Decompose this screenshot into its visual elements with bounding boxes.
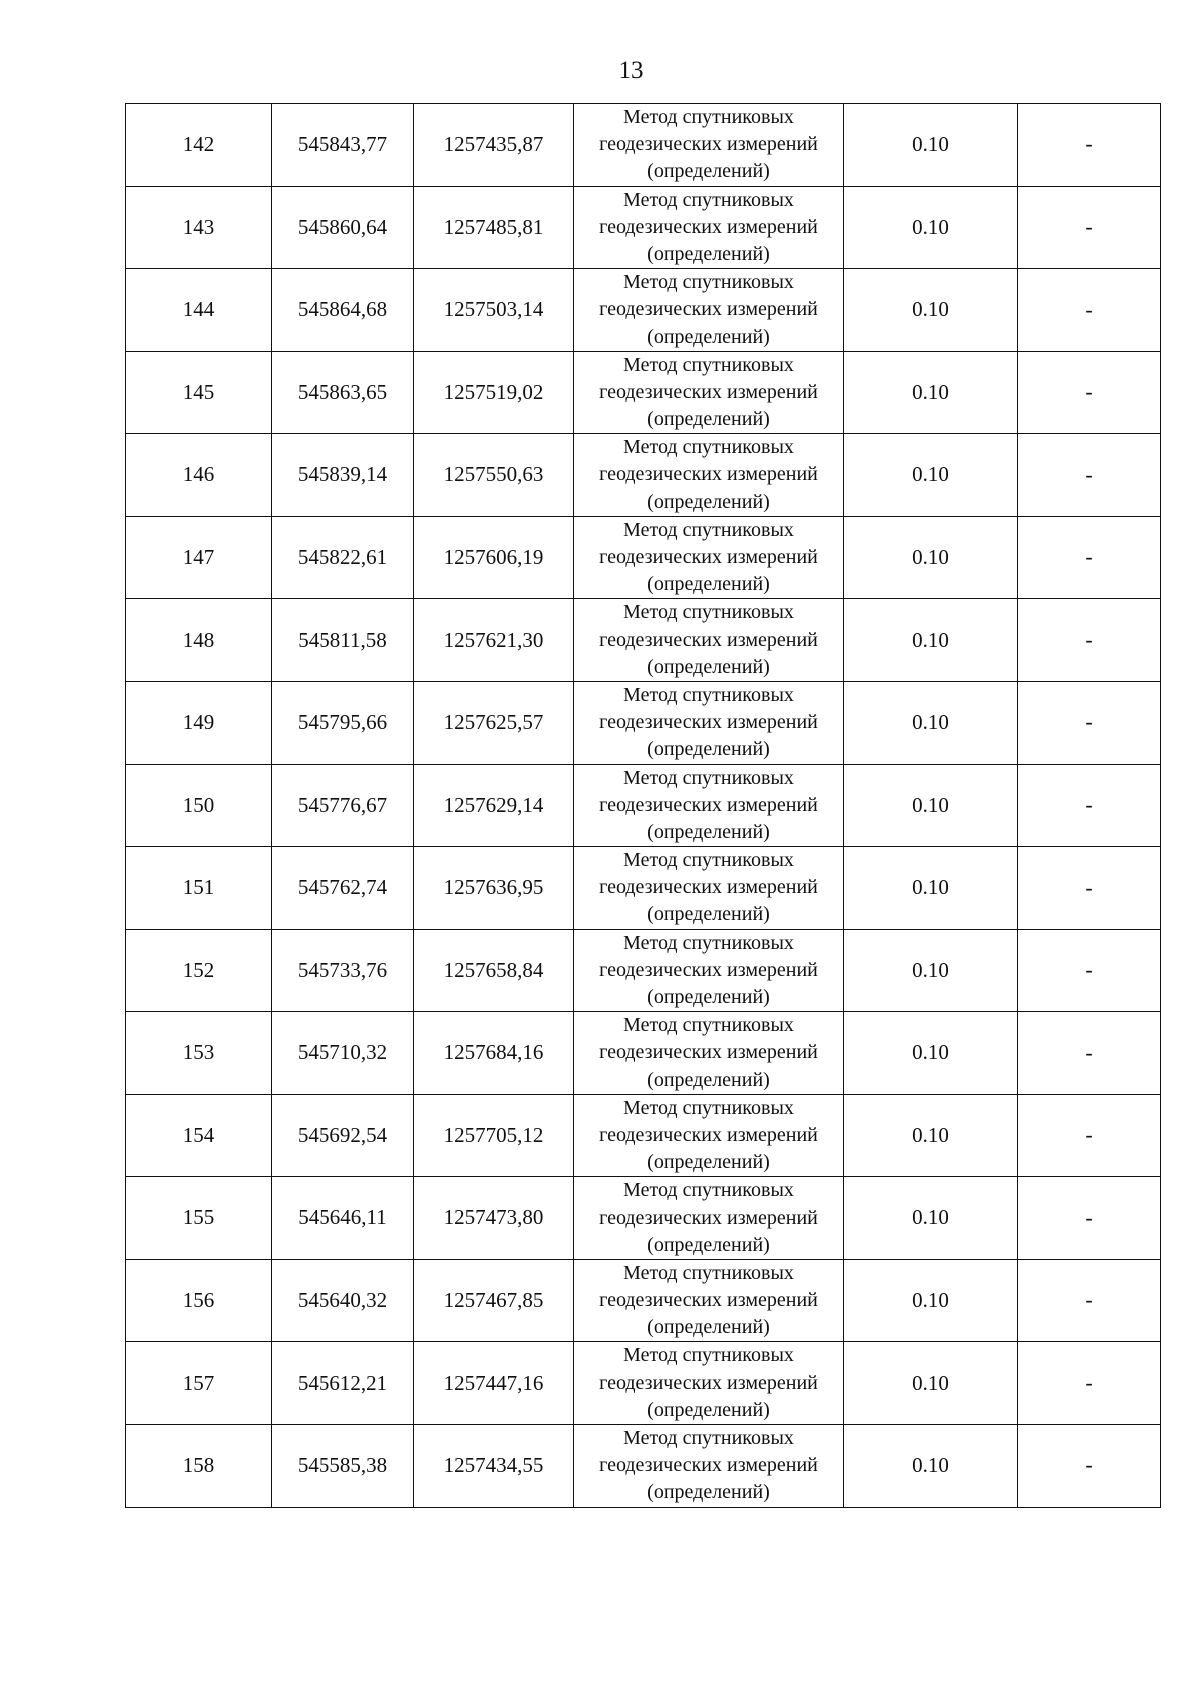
accuracy-cell: 0.10 (844, 599, 1018, 682)
x-coordinate-cell: 545762,74 (272, 847, 414, 930)
method-line: геодезических измерений (599, 215, 818, 238)
y-coordinate-cell: 1257434,55 (414, 1425, 574, 1508)
note-cell: - (1018, 929, 1161, 1012)
note-cell: - (1018, 434, 1161, 517)
method-line: Метод спутниковых (623, 1179, 794, 1202)
accuracy-cell: 0.10 (844, 186, 1018, 269)
point-number-cell: 158 (126, 1425, 272, 1508)
method-line: геодезических измерений (599, 298, 818, 321)
x-coordinate-cell: 545795,66 (272, 681, 414, 764)
table-row (126, 351, 1161, 434)
point-number-cell: 149 (126, 681, 272, 764)
note-cell: - (1018, 681, 1161, 764)
point-number-cell: 150 (126, 764, 272, 847)
method-cell (574, 1094, 844, 1177)
table-row (126, 1425, 1161, 1508)
method-line: геодезических измерений (599, 1289, 818, 1312)
point-number-cell: 142 (126, 104, 272, 187)
x-coordinate-cell: 545692,54 (272, 1094, 414, 1177)
method-cell (574, 1177, 844, 1260)
accuracy-cell: 0.10 (844, 434, 1018, 517)
method-line: (определений) (647, 1316, 770, 1339)
method-cell (574, 434, 844, 517)
y-coordinate-cell: 1257621,30 (414, 599, 574, 682)
method-line: Метод спутниковых (623, 766, 794, 789)
method-line: геодезических измерений (599, 793, 818, 816)
x-coordinate-cell: 545612,21 (272, 1342, 414, 1425)
note-cell: - (1018, 847, 1161, 930)
table-row (126, 929, 1161, 1012)
note-cell: - (1018, 1094, 1161, 1177)
x-coordinate-cell: 545710,32 (272, 1012, 414, 1095)
point-number-cell: 148 (126, 599, 272, 682)
note-cell: - (1018, 1425, 1161, 1508)
method-line: (определений) (647, 1151, 770, 1174)
method-line: Метод спутниковых (623, 601, 794, 624)
point-number-cell: 145 (126, 351, 272, 434)
accuracy-cell: 0.10 (844, 1012, 1018, 1095)
point-number-cell: 143 (126, 186, 272, 269)
point-number-cell: 154 (126, 1094, 272, 1177)
table-row (126, 599, 1161, 682)
method-cell (574, 1425, 844, 1508)
table-row (126, 186, 1161, 269)
y-coordinate-cell: 1257519,02 (414, 351, 574, 434)
y-coordinate-cell: 1257467,85 (414, 1259, 574, 1342)
x-coordinate-cell: 545839,14 (272, 434, 414, 517)
x-coordinate-cell: 545860,64 (272, 186, 414, 269)
x-coordinate-cell: 545822,61 (272, 516, 414, 599)
table-row (126, 1342, 1161, 1425)
x-coordinate-cell: 545585,38 (272, 1425, 414, 1508)
y-coordinate-cell: 1257684,16 (414, 1012, 574, 1095)
method-line: (определений) (647, 820, 770, 843)
note-cell: - (1018, 599, 1161, 682)
point-number-cell: 153 (126, 1012, 272, 1095)
method-cell (574, 104, 844, 187)
note-cell: - (1018, 516, 1161, 599)
method-cell (574, 599, 844, 682)
method-cell (574, 681, 844, 764)
method-line: геодезических измерений (599, 1041, 818, 1064)
method-line: Метод спутниковых (623, 1427, 794, 1449)
method-line: геодезических измерений (599, 133, 818, 156)
accuracy-cell: 0.10 (844, 764, 1018, 847)
point-number-cell: 155 (126, 1177, 272, 1260)
method-line: (определений) (647, 1233, 770, 1256)
y-coordinate-cell: 1257550,63 (414, 434, 574, 517)
method-line: Метод спутниковых (623, 1344, 794, 1367)
method-line: геодезических измерений (599, 1206, 818, 1229)
note-cell: - (1018, 269, 1161, 352)
method-line: (определений) (647, 738, 770, 761)
note-cell: - (1018, 186, 1161, 269)
accuracy-cell: 0.10 (844, 1094, 1018, 1177)
method-line: Метод спутниковых (623, 931, 794, 954)
page-number: 13 (618, 57, 644, 84)
method-cell (574, 929, 844, 1012)
method-line: Метод спутниковых (623, 436, 794, 459)
method-cell (574, 351, 844, 434)
method-line: (определений) (647, 1068, 770, 1091)
method-line: геодезических измерений (599, 1371, 818, 1394)
accuracy-cell: 0.10 (844, 1425, 1018, 1508)
method-line: (определений) (647, 408, 770, 431)
method-line: (определений) (647, 986, 770, 1008)
accuracy-cell: 0.10 (844, 516, 1018, 599)
table-row (126, 1012, 1161, 1095)
note-cell: - (1018, 104, 1161, 187)
method-line: геодезических измерений (599, 628, 818, 651)
method-line: (определений) (647, 1398, 770, 1421)
y-coordinate-cell: 1257485,81 (414, 186, 574, 269)
method-line: геодезических измерений (599, 463, 818, 486)
table-body (126, 104, 1161, 1508)
accuracy-cell: 0.10 (844, 351, 1018, 434)
note-cell: - (1018, 1259, 1161, 1342)
point-number-cell: 151 (126, 847, 272, 930)
method-line: Метод спутниковых (623, 1014, 794, 1037)
accuracy-cell: 0.10 (844, 1342, 1018, 1425)
method-line: геодезических измерений (599, 876, 818, 899)
y-coordinate-cell: 1257629,14 (414, 764, 574, 847)
method-cell (574, 764, 844, 847)
method-line: Метод спутниковых (623, 1096, 794, 1119)
method-line: (определений) (647, 160, 770, 183)
table-row (126, 1094, 1161, 1177)
table-row (126, 847, 1161, 930)
method-line: геодезических измерений (599, 546, 818, 568)
point-number-cell: 152 (126, 929, 272, 1012)
table-row (126, 516, 1161, 599)
y-coordinate-cell: 1257625,57 (414, 681, 574, 764)
y-coordinate-cell: 1257447,16 (414, 1342, 574, 1425)
accuracy-cell: 0.10 (844, 269, 1018, 352)
y-coordinate-cell: 1257705,12 (414, 1094, 574, 1177)
point-number-cell: 147 (126, 516, 272, 599)
note-cell: - (1018, 351, 1161, 434)
accuracy-cell: 0.10 (844, 847, 1018, 930)
method-line: Метод спутниковых (623, 518, 794, 541)
point-number-cell: 156 (126, 1259, 272, 1342)
method-line: (определений) (647, 903, 770, 926)
accuracy-cell: 0.10 (844, 681, 1018, 764)
method-line: (определений) (647, 490, 770, 513)
point-number-cell: 146 (126, 434, 272, 517)
method-cell (574, 516, 844, 599)
method-line: геодезических измерений (599, 711, 818, 734)
x-coordinate-cell: 545811,58 (272, 599, 414, 682)
method-line: Метод спутниковых (623, 271, 794, 294)
y-coordinate-cell: 1257636,95 (414, 847, 574, 930)
table-row (126, 1177, 1161, 1260)
coordinates-table (125, 103, 1161, 1508)
method-line: Метод спутниковых (623, 683, 794, 706)
method-line: Метод спутниковых (623, 1261, 794, 1284)
method-line: геодезических измерений (599, 380, 818, 403)
table-row (126, 104, 1161, 187)
table-row (126, 681, 1161, 764)
point-number-cell: 157 (126, 1342, 272, 1425)
y-coordinate-cell: 1257658,84 (414, 929, 574, 1012)
method-line: Метод спутниковых (623, 188, 794, 211)
y-coordinate-cell: 1257473,80 (414, 1177, 574, 1260)
x-coordinate-cell: 545646,11 (272, 1177, 414, 1260)
method-line: (определений) (647, 655, 770, 678)
method-line: геодезических измерений (599, 1454, 818, 1477)
method-line: (определений) (647, 573, 770, 596)
y-coordinate-cell: 1257503,14 (414, 269, 574, 352)
method-line: (определений) (647, 1481, 770, 1504)
x-coordinate-cell: 545863,65 (272, 351, 414, 434)
table-row (126, 764, 1161, 847)
method-cell (574, 1342, 844, 1425)
note-cell: - (1018, 764, 1161, 847)
note-cell: - (1018, 1012, 1161, 1095)
note-cell: - (1018, 1342, 1161, 1425)
method-line: Метод спутниковых (623, 353, 794, 376)
method-line: Метод спутниковых (623, 849, 794, 872)
table-row (126, 269, 1161, 352)
method-line: Метод спутниковых (623, 106, 794, 128)
method-cell (574, 1012, 844, 1095)
x-coordinate-cell: 545864,68 (272, 269, 414, 352)
method-line: геодезических измерений (599, 958, 818, 981)
y-coordinate-cell: 1257606,19 (414, 516, 574, 599)
x-coordinate-cell: 545776,67 (272, 764, 414, 847)
x-coordinate-cell: 545843,77 (272, 104, 414, 187)
accuracy-cell: 0.10 (844, 1177, 1018, 1260)
table-row (126, 1259, 1161, 1342)
method-cell (574, 847, 844, 930)
accuracy-cell: 0.10 (844, 104, 1018, 187)
table-row (126, 434, 1161, 517)
method-cell (574, 1259, 844, 1342)
method-line: (определений) (647, 242, 770, 265)
method-cell (574, 269, 844, 352)
accuracy-cell: 0.10 (844, 1259, 1018, 1342)
method-line: (определений) (647, 325, 770, 348)
note-cell: - (1018, 1177, 1161, 1260)
y-coordinate-cell: 1257435,87 (414, 104, 574, 187)
method-line: геодезических измерений (599, 1123, 818, 1146)
accuracy-cell: 0.10 (844, 929, 1018, 1012)
x-coordinate-cell: 545640,32 (272, 1259, 414, 1342)
method-cell (574, 186, 844, 269)
x-coordinate-cell: 545733,76 (272, 929, 414, 1012)
point-number-cell: 144 (126, 269, 272, 352)
